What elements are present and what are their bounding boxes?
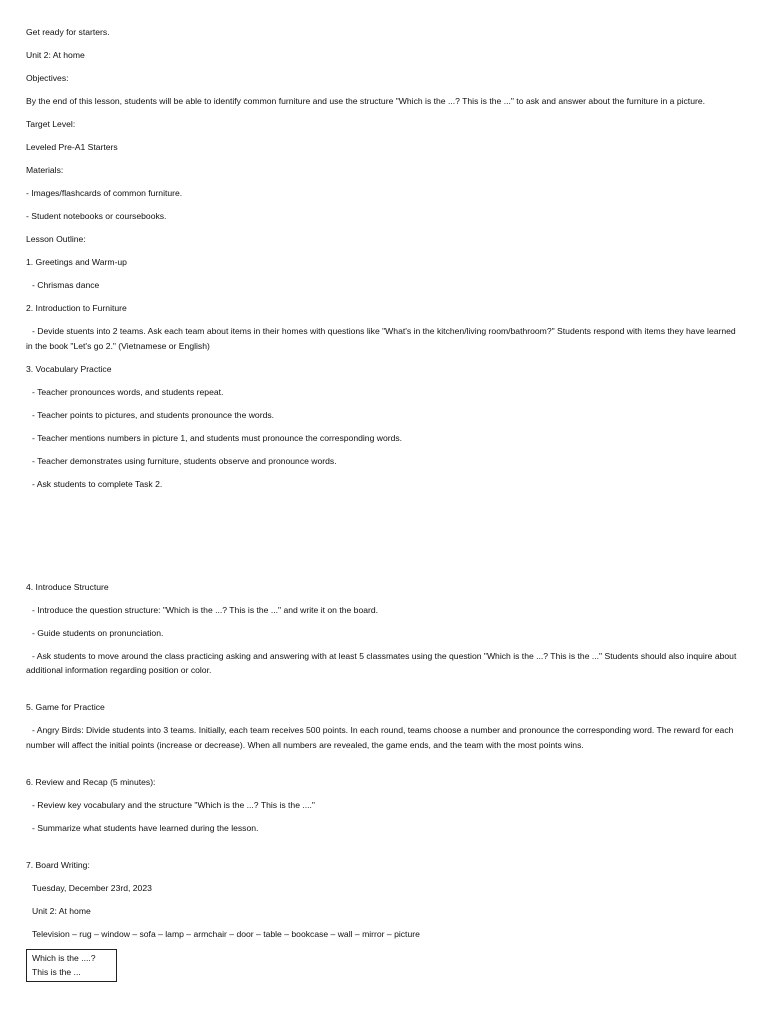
blank-space	[26, 500, 738, 580]
section-item: - Teacher pronounces words, and students repeat.	[32, 386, 224, 397]
section-item: - Introduce the question structure: "Which is the ...? This is the ..." and write it on the board.	[32, 604, 379, 615]
blank-space	[26, 761, 738, 775]
objectives-label: Objectives:	[26, 73, 69, 83]
section-title: 2. Introduction to Furniture	[26, 303, 127, 313]
unit-title: Unit 2: At home	[26, 50, 85, 60]
section-item: - Review key vocabulary and the structure "Which is the ...? This is the ...."	[32, 799, 315, 810]
section-item: - Teacher demonstrates using furniture, students observe and pronounce words.	[32, 455, 337, 466]
lesson-outline-label: Lesson Outline:	[26, 234, 86, 244]
section-item: - Devide stuents into 2 teams. Ask each team about items in their homes with questions like "What's in the kitchen/living room/bathroom?" Students respond with items they have learned in the book "Let's go 2." (Vietnamese or English)	[26, 326, 739, 351]
section-item: - Ask students to complete Task 2.	[32, 478, 163, 489]
board-vocabulary: Television – rug – window – sofa – lamp – armchair – door – table – bookcase – wall – mirror – picture	[32, 928, 420, 939]
board-unit: Unit 2: At home	[32, 905, 91, 916]
section-title: 4. Introduce Structure	[26, 581, 109, 592]
section-title: 7. Board Writing:	[26, 859, 90, 870]
board-structure-box	[26, 949, 117, 982]
section-item: - Guide students on pronunciation.	[32, 627, 164, 638]
target-level-label: Target Level:	[26, 119, 76, 129]
intro-line: Get ready for starters.	[26, 27, 110, 37]
section-item: - Ask students to move around the class practicing asking and answering with at least 5 classmates using the question "Which is the ...? This is the ..." Students should also inquire about additional information regarding position or color.	[26, 650, 739, 675]
section-item: - Angry Birds: Divide students into 3 teams. Initially, each team receives 500 points. In each round, teams choose a number and pronounce the corresponding word. The reward for each number will affect the initial points (increase or decrease). When all numbers are revealed, the game ends, and the team with the most points wins.	[26, 725, 736, 750]
objectives-text: By the end of this lesson, students will be able to identify common furniture and use the structure "Which is the ...? This is the ..." to ask and answer about the furniture in a picture.	[26, 96, 705, 106]
box-answer: This is the ...	[32, 967, 81, 977]
box-question: Which is the ....?	[32, 952, 96, 963]
materials-item: - Student notebooks or coursebooks.	[26, 211, 167, 221]
section-item: - Summarize what students have learned during the lesson.	[32, 822, 259, 833]
section-title: 6. Review and Recap (5 minutes):	[26, 776, 156, 787]
section-title: 1. Greetings and Warm-up	[26, 257, 127, 267]
blank-space	[26, 844, 738, 858]
materials-item: - Images/flashcards of common furniture.	[26, 188, 183, 198]
board-date: Tuesday, December 23rd, 2023	[32, 882, 152, 893]
section-item: - Teacher points to pictures, and students pronounce the words.	[32, 409, 275, 420]
materials-label: Materials:	[26, 165, 64, 175]
section-title: 3. Vocabulary Practice	[26, 363, 112, 374]
target-level-text: Leveled Pre-A1 Starters	[26, 142, 118, 152]
lesson-plan-document	[26, 25, 738, 982]
section-item: - Teacher mentions numbers in picture 1, and students must pronounce the corresponding words.	[32, 432, 403, 443]
blank-space	[26, 686, 738, 700]
section-title: 5. Game for Practice	[26, 702, 105, 712]
section-item: - Chrismas dance	[32, 280, 100, 290]
